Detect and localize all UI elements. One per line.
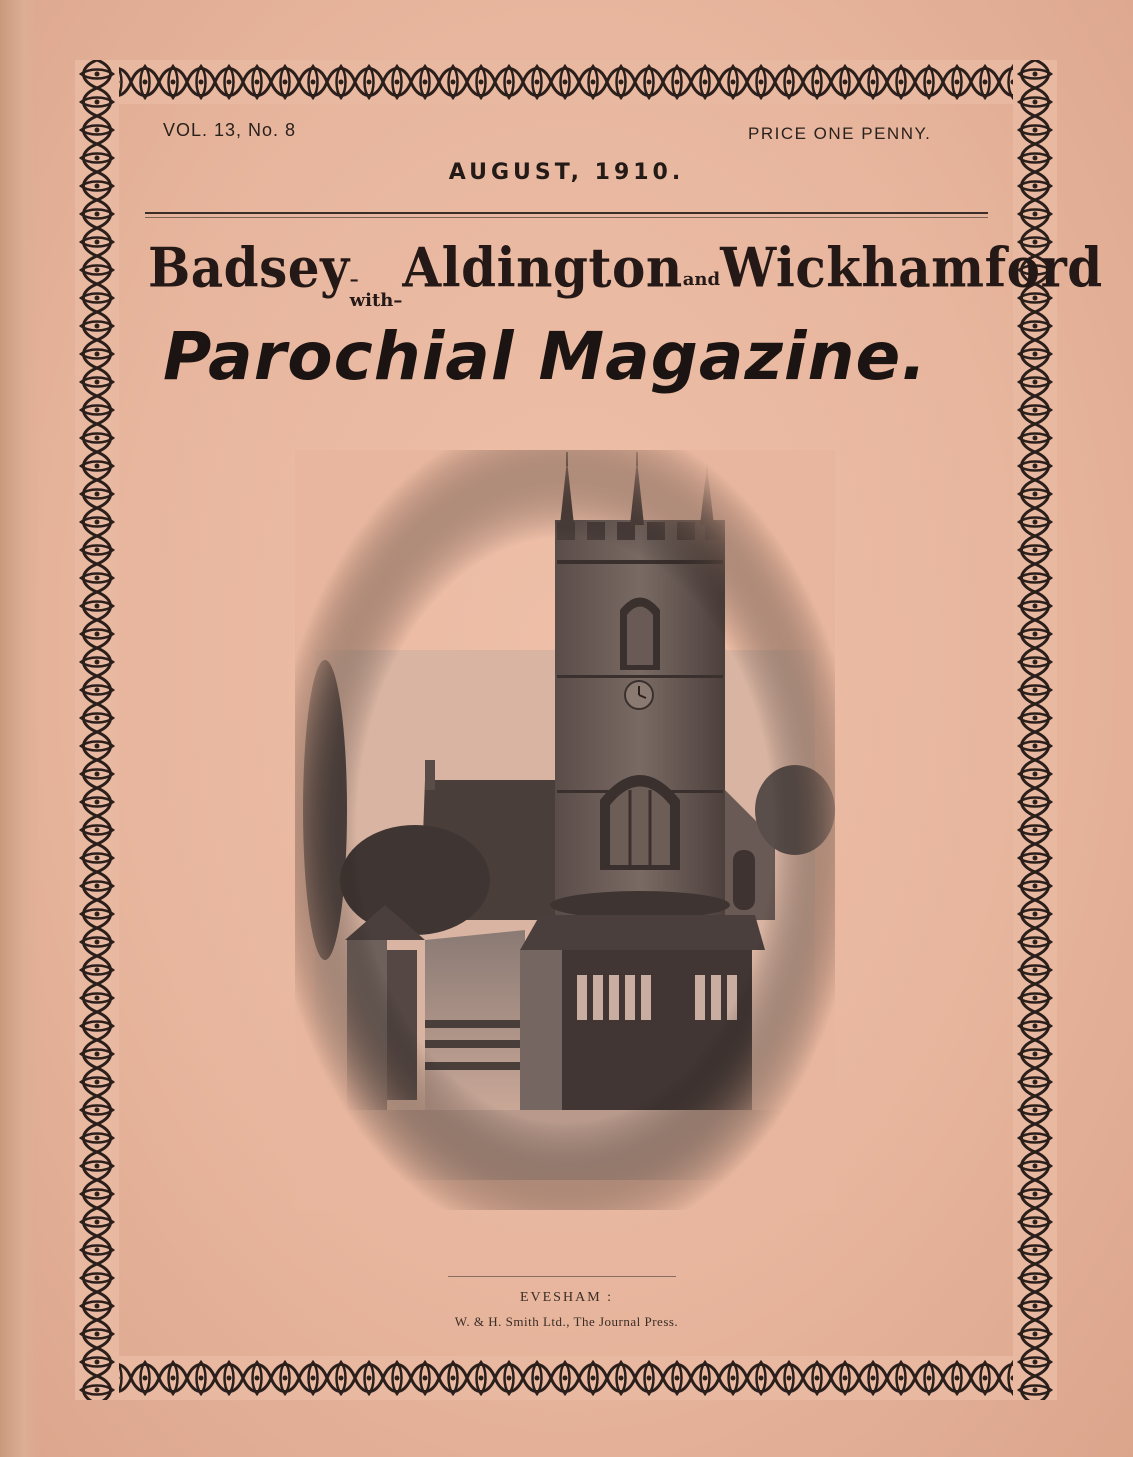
issue-date: AUGUST, 1910. <box>448 160 685 185</box>
footer-rule <box>448 1276 676 1277</box>
border-left-pattern <box>75 60 119 1400</box>
border-top-pattern <box>75 60 1057 104</box>
joiner-and: and <box>682 269 721 290</box>
place-aldington: Aldington <box>402 235 683 300</box>
church-photograph <box>295 450 835 1210</box>
spine-shadow <box>0 0 40 1457</box>
magazine-subtitle: Parochial Magazine. <box>163 318 928 395</box>
joiner-with: –with– <box>349 269 403 311</box>
header-rule <box>145 212 988 214</box>
price-label: PRICE ONE PENNY. <box>748 124 932 143</box>
border-bottom-pattern <box>75 1356 1057 1400</box>
publisher-name: W. & H. Smith Ltd., The Journal Press. <box>454 1314 679 1329</box>
place-badsey: Badsey <box>148 235 350 300</box>
header-rule-thin <box>145 217 988 218</box>
masthead-title <box>148 235 1103 311</box>
place-wickhamford: Wickhamford <box>720 235 1103 300</box>
volume-number: VOL. 13, No. 8 <box>163 120 297 140</box>
church-illustration <box>295 450 835 1210</box>
publisher-city: EVESHAM : <box>519 1290 614 1305</box>
